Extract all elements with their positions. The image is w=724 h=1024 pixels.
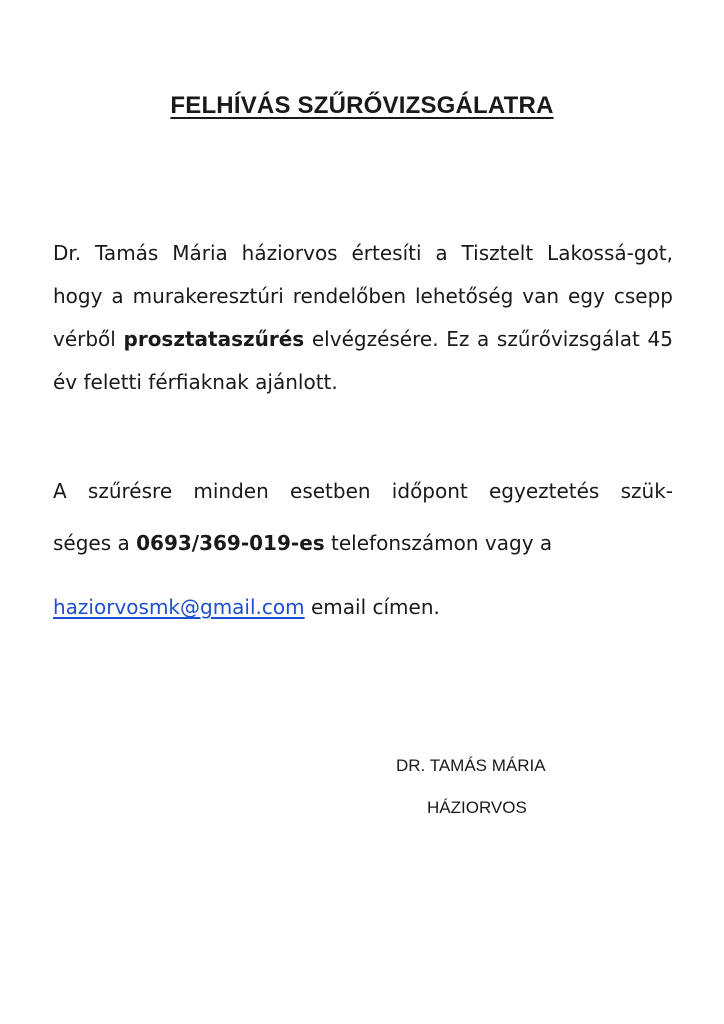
- appointment-line-2: [53, 522, 673, 565]
- appointment-line-3-after: email címen.: [304, 595, 440, 619]
- signature-name: DR. TAMÁS MÁRIA: [396, 756, 546, 775]
- paragraph1-text-before: Dr. Tamás Mária háziorvos értesíti a Tisztelt Lakossá-got, hogy a murakeresztúri rendelőben lehetőség van egy csepp vérből: [53, 241, 673, 351]
- document-title: [0, 92, 724, 120]
- phone-number: 0693/369-019-es: [136, 531, 325, 555]
- paragraph1-text-after: elvégzésére. Ez a szűrővizsgálat 45 év feletti férfiaknak ajánlott.: [53, 327, 673, 394]
- appointment-line-2-after: telefonszámon vagy a: [324, 531, 553, 555]
- title-text: FELHÍVÁS SZŰRŐVIZSGÁLATRA: [170, 92, 554, 119]
- appointment-line-3: [53, 586, 673, 629]
- announcement-paragraph: [53, 232, 673, 404]
- signature-role: HÁZIORVOS: [427, 798, 527, 817]
- appointment-line-1: A szűrésre minden esetben időpont egyeztetés szük-: [53, 479, 673, 503]
- appointment-line-2-before: séges a: [53, 531, 137, 555]
- email-link[interactable]: haziorvosmk@gmail.com: [53, 595, 305, 619]
- screening-type-highlight: prosztataszűrés: [123, 327, 305, 351]
